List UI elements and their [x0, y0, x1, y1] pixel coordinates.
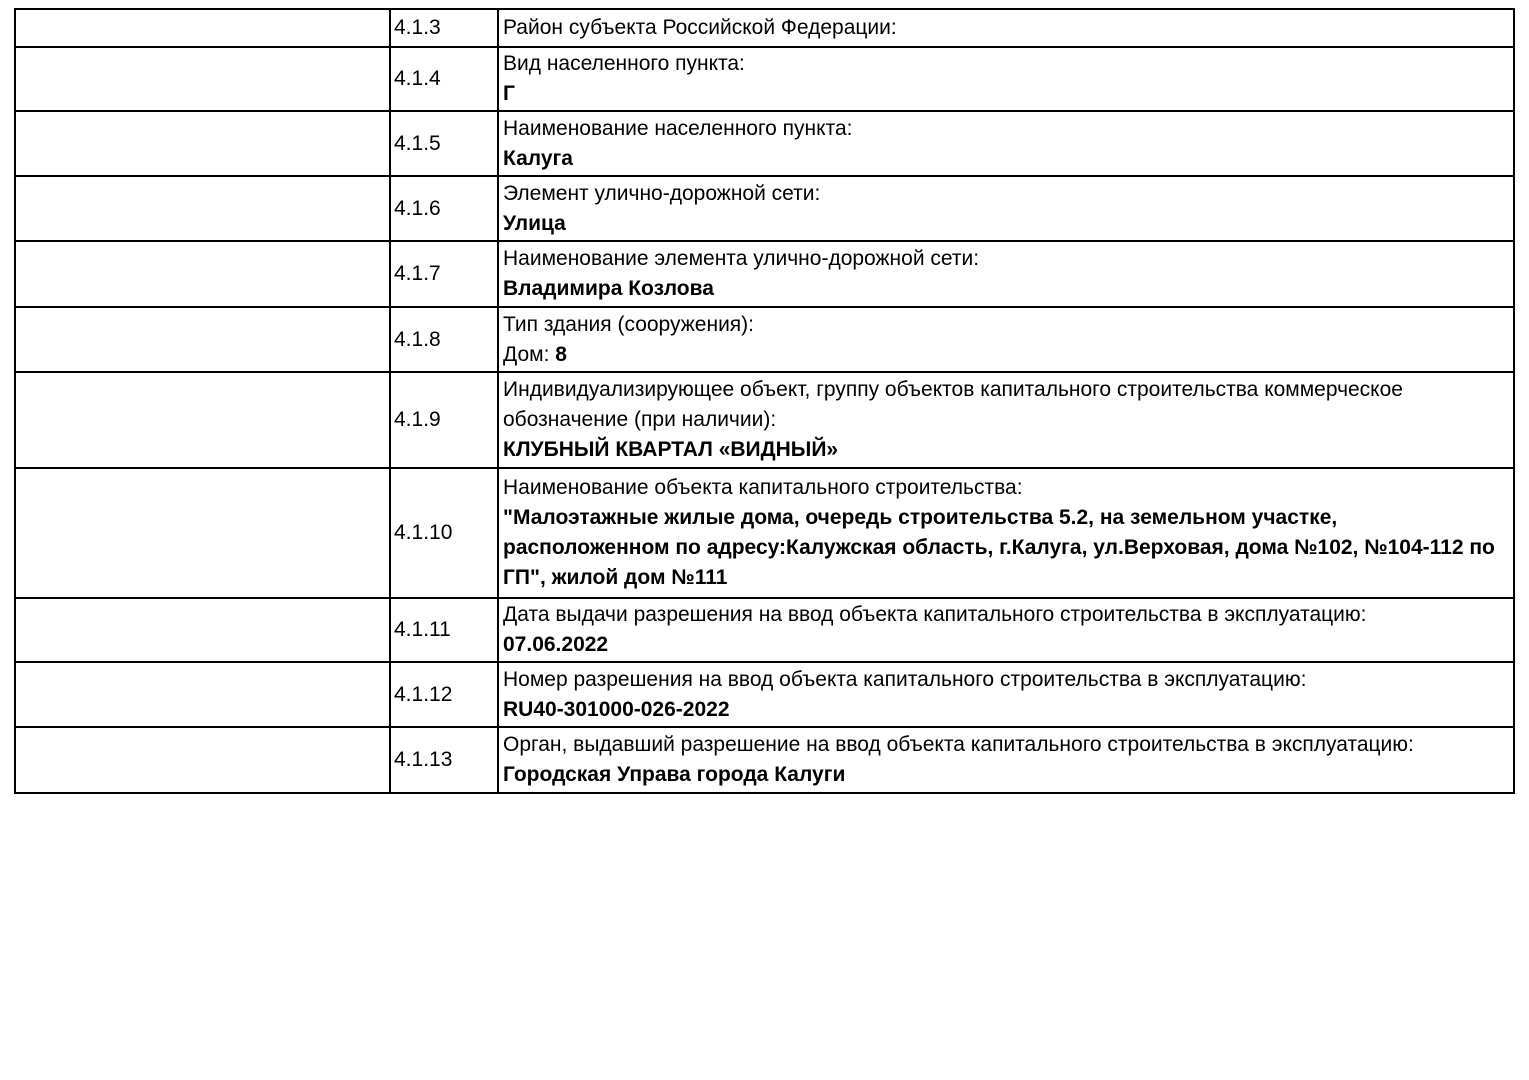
field-cell — [498, 176, 1514, 241]
row-number-cell — [390, 662, 498, 727]
spacer-cell — [15, 47, 390, 111]
spacer-cell — [15, 307, 390, 372]
row-number-cell — [390, 598, 498, 662]
row-number-cell — [390, 468, 498, 598]
row-number: 4.1.7 — [394, 262, 441, 285]
row-number: 4.1.12 — [394, 682, 453, 706]
table-row — [15, 372, 1514, 468]
value-text: RU40-301000-026-2022 — [503, 697, 730, 721]
field-cell — [498, 241, 1514, 307]
field-value — [503, 503, 1509, 593]
row-number-cell — [390, 307, 498, 372]
row-number-cell — [390, 241, 498, 307]
table-row — [15, 307, 1514, 372]
field-cell — [498, 47, 1514, 111]
field-value — [503, 209, 1509, 239]
value-prefix: Дом: — [503, 342, 556, 366]
field-value — [503, 274, 1509, 304]
table-row — [15, 241, 1514, 307]
field-cell — [498, 307, 1514, 372]
spacer-cell — [15, 372, 390, 468]
spacer-cell — [15, 598, 390, 662]
value-text: Владимира Козлова — [503, 277, 714, 300]
field-label: Дата выдачи разрешения на ввод объекта капитального строительства в эксплуатацию: — [503, 603, 1367, 626]
row-number: 4.1.13 — [394, 748, 453, 771]
declaration-table — [14, 8, 1515, 794]
row-number: 4.1.8 — [394, 327, 441, 351]
row-number-cell — [390, 111, 498, 176]
field-label: Наименование объекта капитального строительства: — [503, 476, 1023, 499]
table-row — [15, 468, 1514, 598]
field-value — [503, 435, 1509, 465]
table-row — [15, 176, 1514, 241]
table-row — [15, 662, 1514, 727]
field-value — [503, 760, 1509, 790]
field-cell — [498, 372, 1514, 468]
row-number: 4.1.4 — [394, 67, 441, 90]
row-number: 4.1.10 — [394, 521, 453, 544]
field-label: Вид населенного пункта: — [503, 52, 745, 75]
value-text: 8 — [555, 342, 567, 366]
row-number: 4.1.3 — [394, 16, 441, 39]
table-row — [15, 598, 1514, 662]
field-cell — [498, 598, 1514, 662]
spacer-cell — [15, 9, 390, 47]
value-text: 07.06.2022 — [503, 633, 609, 656]
spacer-cell — [15, 111, 390, 176]
row-number: 4.1.11 — [394, 618, 451, 641]
field-value — [503, 144, 1509, 174]
table-row — [15, 727, 1514, 793]
table-row — [15, 9, 1514, 47]
field-label: Тип здания (сооружения): — [503, 312, 754, 336]
field-value — [503, 630, 1509, 660]
spacer-cell — [15, 468, 390, 598]
field-cell — [498, 111, 1514, 176]
field-cell — [498, 662, 1514, 727]
value-text: Городская Управа города Калуги — [503, 763, 846, 786]
field-value — [503, 340, 1509, 370]
spacer-cell — [15, 241, 390, 307]
field-label: Элемент улично-дорожной сети: — [503, 181, 821, 205]
field-label: Индивидуализирующее объект, группу объектов капитального строительства коммерческое обозначение (при наличии): — [503, 378, 1403, 431]
field-label: Орган, выдавший разрешение на ввод объекта капитального строительства в эксплуатацию: — [503, 733, 1414, 756]
value-text: Калуга — [503, 146, 573, 170]
field-cell — [498, 468, 1514, 598]
value-text: "Малоэтажные жилые дома, очередь строительства 5.2, на земельном участке, расположенном по адресу:Калужская область, г.Калуга, ул.Верховая, дома №102, №104-112 по ГП", жилой дом №111 — [503, 506, 1495, 589]
spacer-cell — [15, 662, 390, 727]
field-label: Наименование населенного пункта: — [503, 116, 853, 140]
row-number: 4.1.5 — [394, 131, 441, 155]
field-label: Район субъекта Российской Федерации: — [503, 16, 897, 39]
spacer-cell — [15, 176, 390, 241]
field-value — [503, 79, 1509, 109]
field-label: Наименование элемента улично-дорожной сети: — [503, 247, 980, 270]
field-label: Номер разрешения на ввод объекта капитального строительства в эксплуатацию: — [503, 667, 1307, 691]
field-cell — [498, 9, 1514, 47]
spacer-cell — [15, 727, 390, 793]
value-text: Г — [503, 82, 515, 105]
value-text: КЛУБНЫЙ КВАРТАЛ «ВИДНЫЙ» — [503, 438, 839, 461]
row-number-cell — [390, 176, 498, 241]
row-number: 4.1.6 — [394, 196, 441, 220]
row-number-cell — [390, 9, 498, 47]
value-text: Улица — [503, 211, 566, 235]
table-row — [15, 47, 1514, 111]
field-value — [503, 695, 1509, 725]
table-row — [15, 111, 1514, 176]
row-number-cell — [390, 372, 498, 468]
row-number: 4.1.9 — [394, 408, 441, 431]
field-cell — [498, 727, 1514, 793]
row-number-cell — [390, 727, 498, 793]
row-number-cell — [390, 47, 498, 111]
